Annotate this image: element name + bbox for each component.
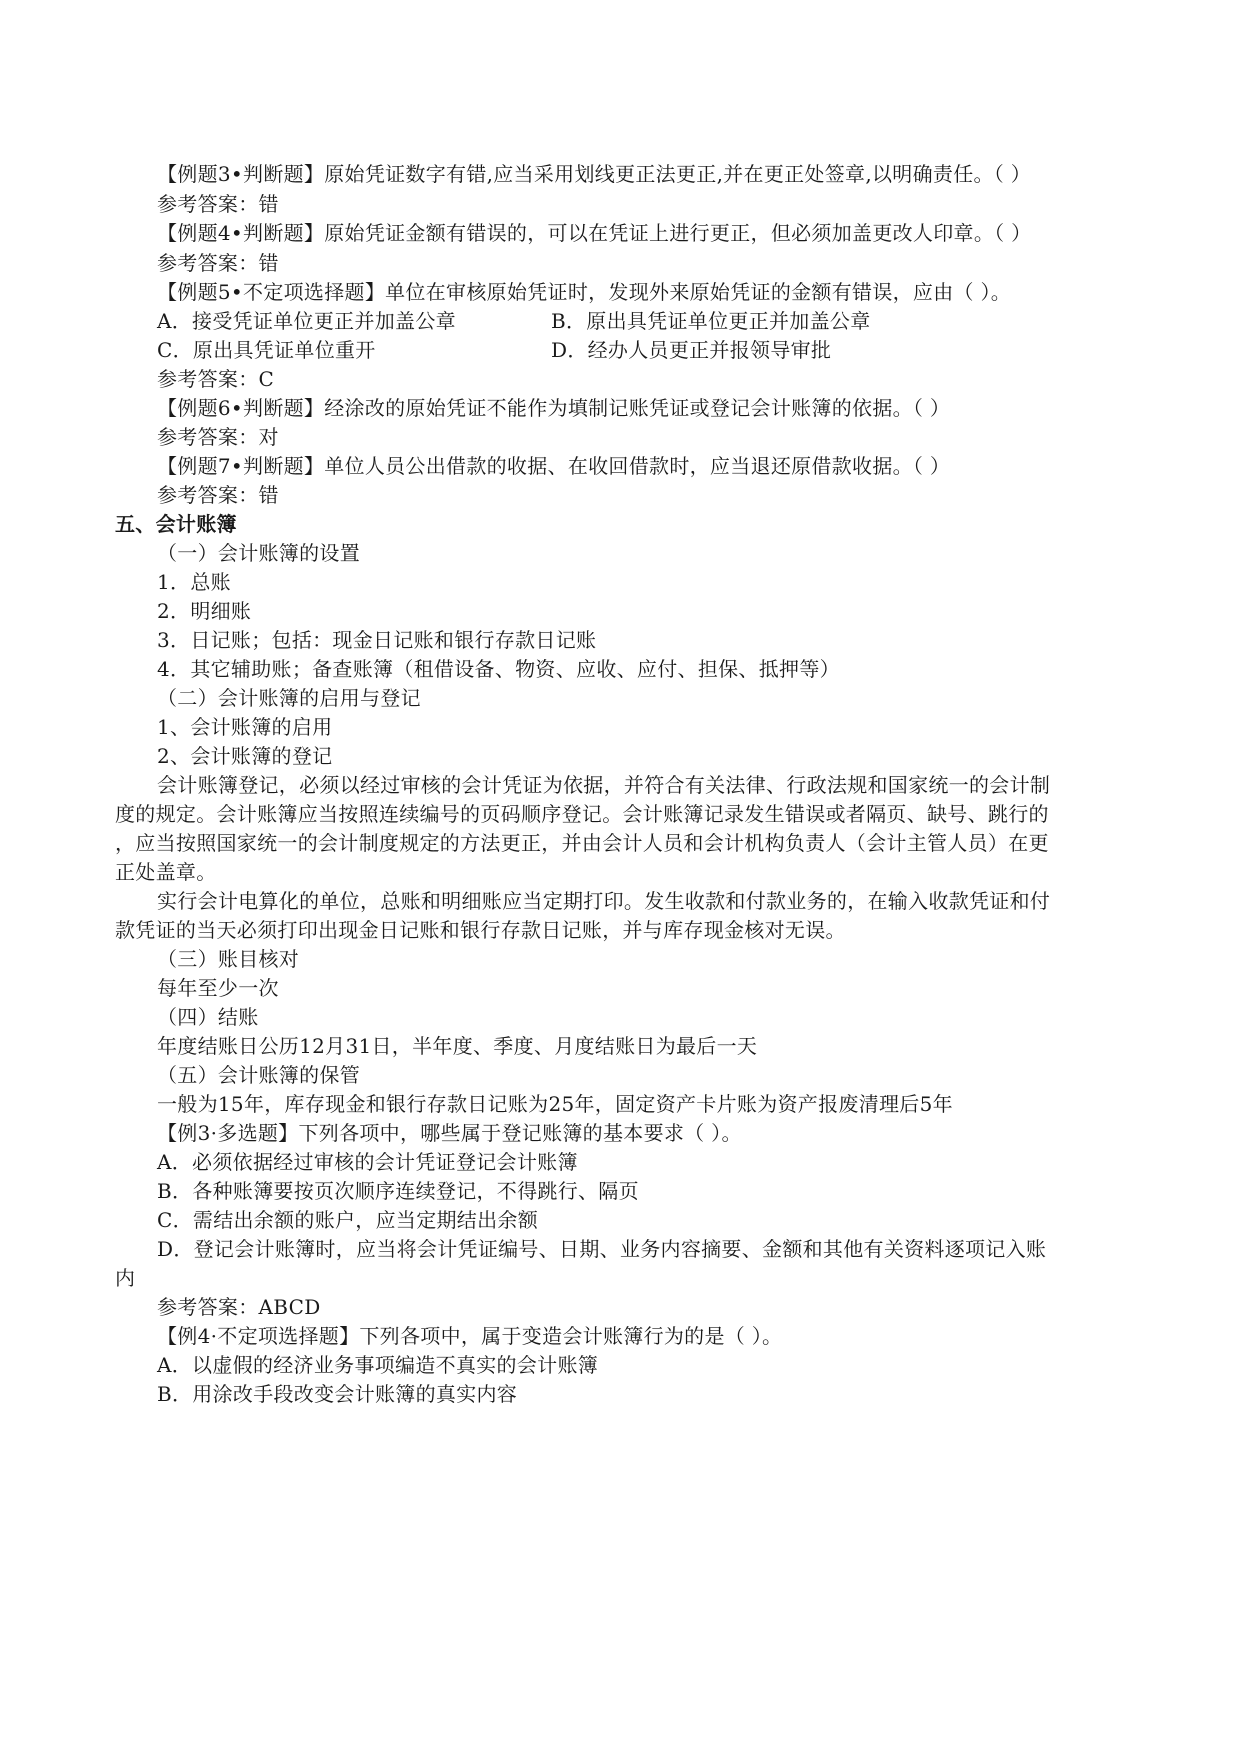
option-a: A．以虚假的经济业务事项编造不真实的会计账簿 xyxy=(157,1353,599,1377)
paragraph-line: 会计账簿登记，必须以经过审核的会计凭证为依据，并符合有关法律、行政法规和国家统一的会计制 xyxy=(157,773,1051,797)
section-heading: 五、会计账簿 xyxy=(115,512,237,536)
subsection-heading-4: （四）结账 xyxy=(157,1005,259,1029)
example-5-option-a: A．接受凭证单位更正并加盖公章 xyxy=(157,309,456,333)
example-5-option-d: D．经办人员更正并报领导审批 xyxy=(551,338,832,362)
example-3-answer: 参考答案：错 xyxy=(157,192,279,216)
subsection-heading-1: （一）会计账簿的设置 xyxy=(157,541,360,565)
paragraph-line: 正处盖章。 xyxy=(115,860,217,884)
paragraph-line: 度的规定。会计账簿应当按照连续编号的页码顺序登记。会计账簿记录发生错误或者隔页、缺号、跳行的 xyxy=(115,802,1049,826)
example-5-option-b: B．原出具凭证单位更正并加盖公章 xyxy=(551,309,871,333)
example-5-answer: 参考答案：C xyxy=(157,367,275,391)
body-text: 一般为15年，库存现金和银行存款日记账为25年，固定资产卡片账为资产报废清理后5年 xyxy=(157,1092,953,1116)
example-3-multi-answer: 参考答案：ABCD xyxy=(157,1295,321,1319)
body-text: 每年至少一次 xyxy=(157,976,279,1000)
paragraph-line: ，应当按照国家统一的会计制度规定的方法更正，并由会计人员和会计机构负责人（会计主管人员）在更 xyxy=(115,831,1049,855)
paragraph-line: 款凭证的当天必须打印出现金日记账和银行存款日记账，并与库存现金核对无误。 xyxy=(115,918,846,942)
subsection-heading-3: （三）账目核对 xyxy=(157,947,300,971)
option-d: D．登记会计账簿时，应当将会计凭证编号、日期、业务内容摘要、金额和其他有关资料逐项记入账 xyxy=(157,1237,1047,1261)
example-6-question: 【例题6•判断题】经涂改的原始凭证不能作为填制记账凭证或登记会计账簿的依据。（ ） xyxy=(157,396,951,420)
example-6-answer: 参考答案：对 xyxy=(157,425,279,449)
subsection-heading-5: （五）会计账簿的保管 xyxy=(157,1063,360,1087)
example-7-answer: 参考答案：错 xyxy=(157,483,279,507)
option-b: B．各种账簿要按页次顺序连续登记，不得跳行、隔页 xyxy=(157,1179,639,1203)
example-4-indeterminate-question: 【例4·不定项选择题】下列各项中，属于变造会计账簿行为的是（ ）。 xyxy=(157,1324,783,1348)
example-3-question: 【例题3•判断题】原始凭证数字有错,应当采用划线更正法更正,并在更正处签章,以明确责任。（ ） xyxy=(157,162,1032,186)
list-item: 3．日记账；包括：现金日记账和银行存款日记账 xyxy=(157,628,597,652)
option-b: B．用涂改手段改变会计账簿的真实内容 xyxy=(157,1382,518,1406)
example-4-question: 【例题4•判断题】原始凭证金额有错误的，可以在凭证上进行更正，但必须加盖更改人印章。（ ） xyxy=(157,221,1032,245)
list-item: 2．明细账 xyxy=(157,599,252,623)
example-5-option-c: C．原出具凭证单位重开 xyxy=(157,338,376,362)
list-item: 4．其它辅助账；备查账簿（租借设备、物资、应收、应付、担保、抵押等） xyxy=(157,657,840,681)
subsection-heading-2: （二）会计账簿的启用与登记 xyxy=(157,686,421,710)
paragraph-line: 实行会计电算化的单位，总账和明细账应当定期打印。发生收款和付款业务的，在输入收款凭证和付 xyxy=(157,889,1051,913)
option-d-continued: 内 xyxy=(115,1266,136,1290)
list-item: 1、会计账簿的启用 xyxy=(157,715,333,739)
example-4-answer: 参考答案：错 xyxy=(157,251,279,275)
example-5-question: 【例题5•不定项选择题】单位在审核原始凭证时，发现外来原始凭证的金额有错误，应由（ ）。 xyxy=(157,280,1012,304)
list-item: 2、会计账簿的登记 xyxy=(157,744,333,768)
example-3-multi-question: 【例3·多选题】下列各项中，哪些属于登记账簿的基本要求（ ）。 xyxy=(157,1121,742,1145)
option-a: A．必须依据经过审核的会计凭证登记会计账簿 xyxy=(157,1150,578,1174)
example-7-question: 【例题7•判断题】单位人员公出借款的收据、在收回借款时，应当退还原借款收据。（ ） xyxy=(157,454,951,478)
option-c: C．需结出余额的账户，应当定期结出余额 xyxy=(157,1208,539,1232)
body-text: 年度结账日公历12月31日，半年度、季度、月度结账日为最后一天 xyxy=(157,1034,758,1058)
list-item: 1．总账 xyxy=(157,570,231,594)
